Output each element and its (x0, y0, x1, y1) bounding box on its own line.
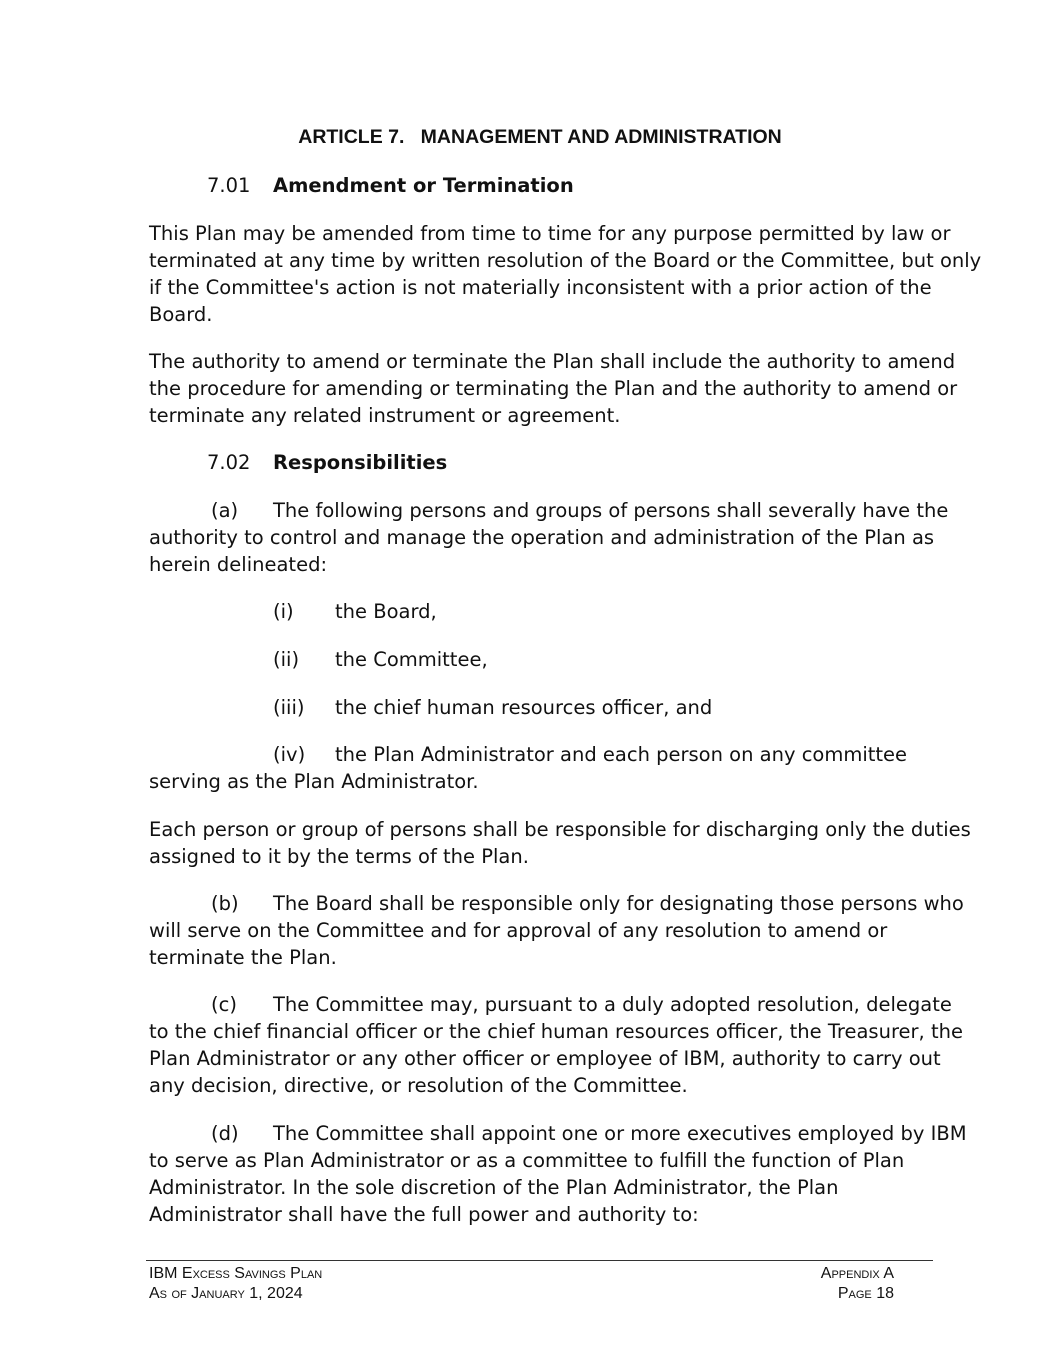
item-b-first-line: The Board shall be responsible only for designating those persons who (273, 892, 964, 915)
item-b-line: will serve on the Committee and for approval of any resolution to amend or (149, 919, 888, 942)
sub-item-label: (iv) (273, 743, 306, 766)
para1-line: This Plan may be amended from time to time for any purpose permitted by law or (149, 222, 951, 245)
para1-line: if the Committee's action is not materially inconsistent with a prior action of the (149, 276, 932, 299)
footer-page-number: Page 18 (837, 1285, 894, 1302)
para1-line: Board. (149, 303, 213, 326)
sub-item-label: (ii) (273, 648, 300, 671)
para3-line: assigned to it by the terms of the Plan. (149, 845, 529, 868)
sub-item-label: (iii) (273, 696, 305, 719)
para2-line: the procedure for amending or terminating the Plan and the authority to amend or (149, 377, 958, 400)
item-d-line: Administrator shall have the full power and authority to: (149, 1203, 699, 1226)
section-number-7-02: 7.02 (207, 451, 251, 474)
section-title-7-01: Amendment or Termination (273, 174, 574, 197)
sub-item-text: the Committee, (335, 648, 488, 671)
item-a-label: (a) (211, 499, 239, 522)
section-title-7-02: Responsibilities (273, 451, 448, 474)
item-d-line: Administrator. In the sole discretion of the Plan Administrator, the Plan (149, 1176, 839, 1199)
sub-item-continuation: serving as the Plan Administrator. (149, 770, 479, 793)
item-a-line: herein delineated: (149, 553, 328, 576)
item-c-line: to the chief financial officer or the chief human resources officer, the Treasurer, the (149, 1020, 963, 1043)
item-c-label: (c) (211, 993, 237, 1016)
para2-line: terminate any related instrument or agreement. (149, 404, 621, 427)
item-a-line: authority to control and manage the operation and administration of the Plan as (149, 526, 935, 549)
item-a-first-line: The following persons and groups of persons shall severally have the (273, 499, 949, 522)
item-b-label: (b) (211, 892, 239, 915)
para2-line: The authority to amend or terminate the Plan shall include the authority to amend (149, 350, 956, 373)
para1-line: terminated at any time by written resolution of the Board or the Committee, but only (149, 249, 982, 272)
sub-item-text: the Board, (335, 600, 437, 623)
section-number-7-01: 7.01 (207, 174, 251, 197)
footer-plan-name: IBM Excess Savings Plan (149, 1265, 323, 1282)
item-d-first-line: The Committee shall appoint one or more executives employed by IBM (273, 1122, 967, 1145)
sub-item-text: the chief human resources officer, and (335, 696, 713, 719)
footer-as-of-date: As of January 1, 2024 (149, 1285, 303, 1302)
item-d-label: (d) (211, 1122, 239, 1145)
article-title: ARTICLE 7. MANAGEMENT AND ADMINISTRATION (298, 126, 782, 148)
item-c-first-line: The Committee may, pursuant to a duly adopted resolution, delegate (273, 993, 952, 1016)
para3-line: Each person or group of persons shall be responsible for discharging only the duties (149, 818, 971, 841)
sub-item-text: the Plan Administrator and each person on any committee (335, 743, 908, 766)
item-b-line: terminate the Plan. (149, 946, 337, 969)
sub-item-label: (i) (273, 600, 294, 623)
item-c-line: any decision, directive, or resolution of the Committee. (149, 1074, 688, 1097)
item-d-line: to serve as Plan Administrator or as a committee to fulfill the function of Plan (149, 1149, 905, 1172)
item-c-line: Plan Administrator or any other officer or employee of IBM, authority to carry out (149, 1047, 941, 1070)
footer-appendix: Appendix A (820, 1265, 894, 1282)
footer-divider (146, 1260, 933, 1261)
